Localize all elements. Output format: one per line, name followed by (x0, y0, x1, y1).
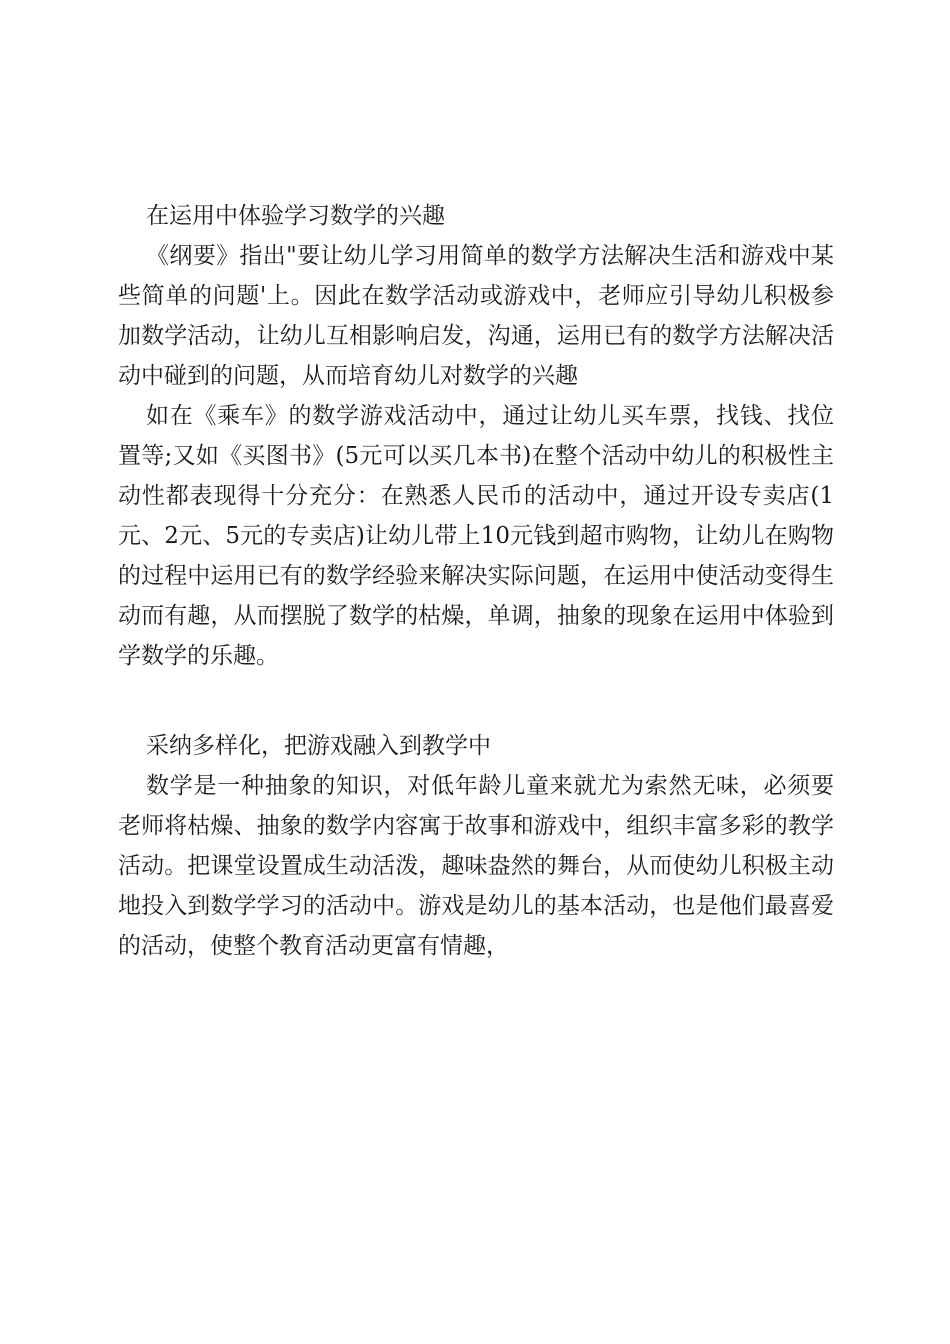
paragraph: 如在《乘车》的数学游戏活动中，通过让幼儿买车票，找钱、找位置等;又如《买图书》(5元可以买几本书)在整个活动中幼儿的积极性主动性都表现得十分充分：在熟悉人民币的活动中，通过开设专卖店(1元、2元、5元的专卖店)让幼儿带上10元钱到超市购物，让幼儿在购物的过程中运用已有的数学经验来解决实际问题，在运用中使活动变得生动而有趣，从而摆脱了数学的枯燥，单调，抽象的现象在运用中体验到学数学的乐趣。 (118, 403, 834, 669)
section-heading: 采纳多样化，把游戏融入到教学中 (146, 733, 491, 759)
paragraph: 数学是一种抽象的知识，对低年龄儿童来就尤为索然无味，必须要老师将枯燥、抽象的数学内容寓于故事和游戏中，组织丰富多彩的教学活动。把课堂设置成生动活泼，趣味盎然的舞台，从而使幼儿积极主动地投入到数学学习的活动中。游戏是幼儿的基本活动，也是他们最喜爱的活动，使整个教育活动更富有情趣， (118, 773, 834, 959)
section-games-in-teaching (118, 726, 834, 966)
document-body (118, 196, 834, 966)
section-application-interest (118, 196, 834, 676)
section-heading: 在运用中体验学习数学的兴趣 (146, 203, 445, 229)
section-spacer (118, 676, 834, 726)
paragraph: 《纲要》指出"要让幼儿学习用简单的数学方法解决生活和游戏中某些简单的问题'上。因此在数学活动或游戏中，老师应引导幼儿积极参加数学活动，让幼儿互相影响启发，沟通，运用已有的数学方法解决活动中碰到的问题，从而培育幼儿对数学的兴趣 (118, 243, 834, 389)
